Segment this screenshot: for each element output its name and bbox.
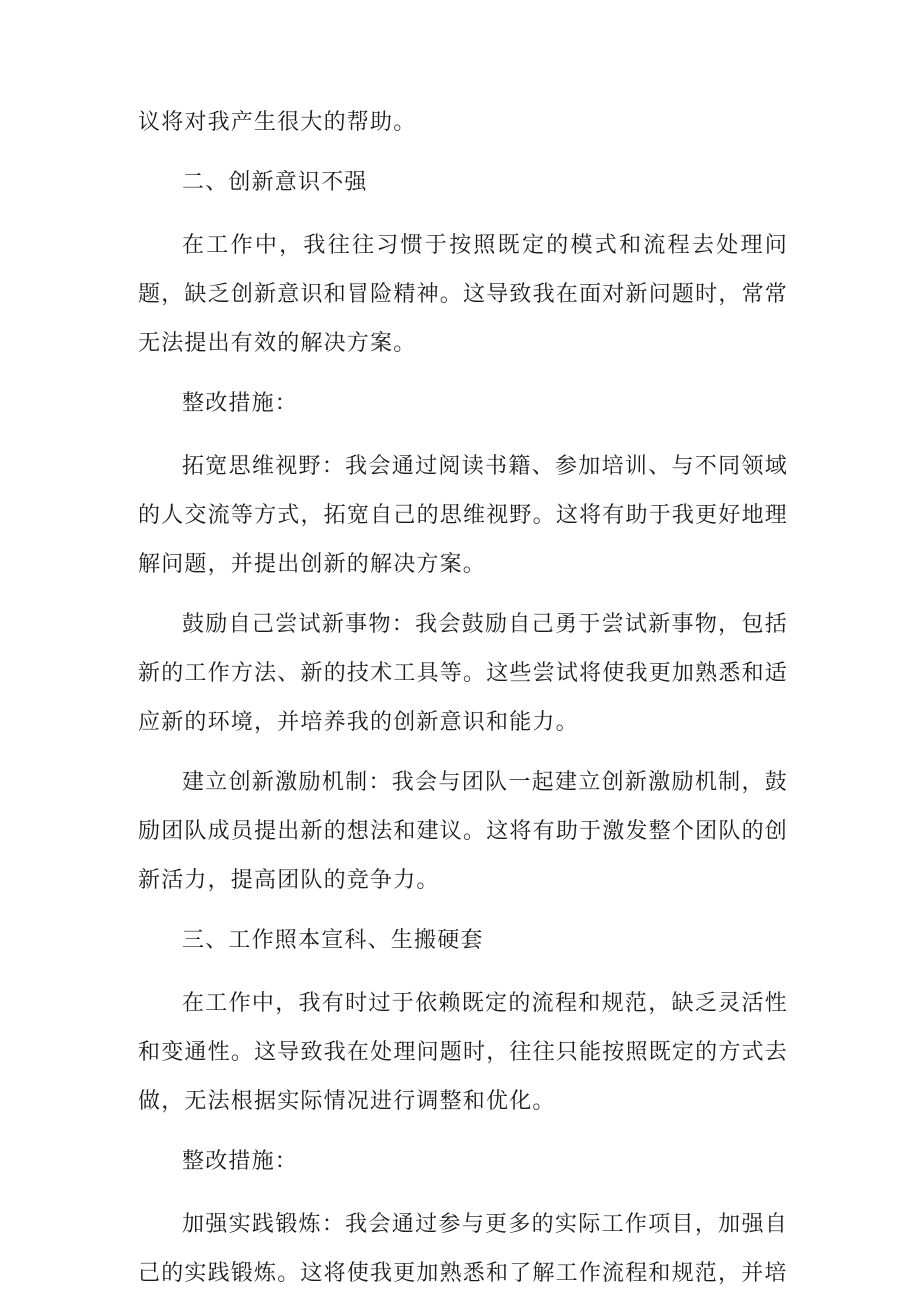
measures-heading-3: 整改措施： [182, 1149, 299, 1174]
paragraph-measure-try-new: 鼓励自己尝试新事物：我会鼓励自己勇于尝试新事物，包括新的工作方法、新的技术工具等。这些尝试将使我更加熟悉和适应新的环境，并培养我的创新意识和能力。 [138, 612, 788, 735]
paragraph-measure-incentive: 建立创新激励机制：我会与团队一起建立创新激励机制，鼓励团队成员提出新的想法和建议。这将有助于激发整个团队的创新活力，提高团队的竞争力。 [138, 770, 788, 893]
measures-heading-2: 整改措施： [182, 391, 299, 416]
document-body [138, 98, 788, 1309]
paragraph-problem-3: 在工作中，我有时过于依赖既定的流程和规范，缺乏灵活性和变通性。这导致我在处理问题时，往往只能按照既定的方式去做，无法根据实际情况进行调整和优化。 [138, 991, 788, 1114]
paragraph-measure-practice: 加强实践锻炼：我会通过参与更多的实际工作项目，加强自己的实践锻炼。这将使我更加熟悉和了解工作流程和规范，并培 [138, 1212, 788, 1286]
section-heading-3: 三、工作照本宣科、生搬硬套 [182, 928, 484, 953]
paragraph-measure-broaden: 拓宽思维视野：我会通过阅读书籍、参加培训、与不同领域的人交流等方式，拓宽自己的思维视野。这将有助于我更好地理解问题，并提出创新的解决方案。 [138, 454, 788, 577]
paragraph-continuation: 议将对我产生很大的帮助。 [138, 110, 417, 135]
paragraph-problem-2: 在工作中，我往往习惯于按照既定的模式和流程去处理问题，缺乏创新意识和冒险精神。这导致我在面对新问题时，常常无法提出有效的解决方案。 [138, 233, 788, 356]
section-heading-2: 二、创新意识不强 [182, 170, 368, 195]
